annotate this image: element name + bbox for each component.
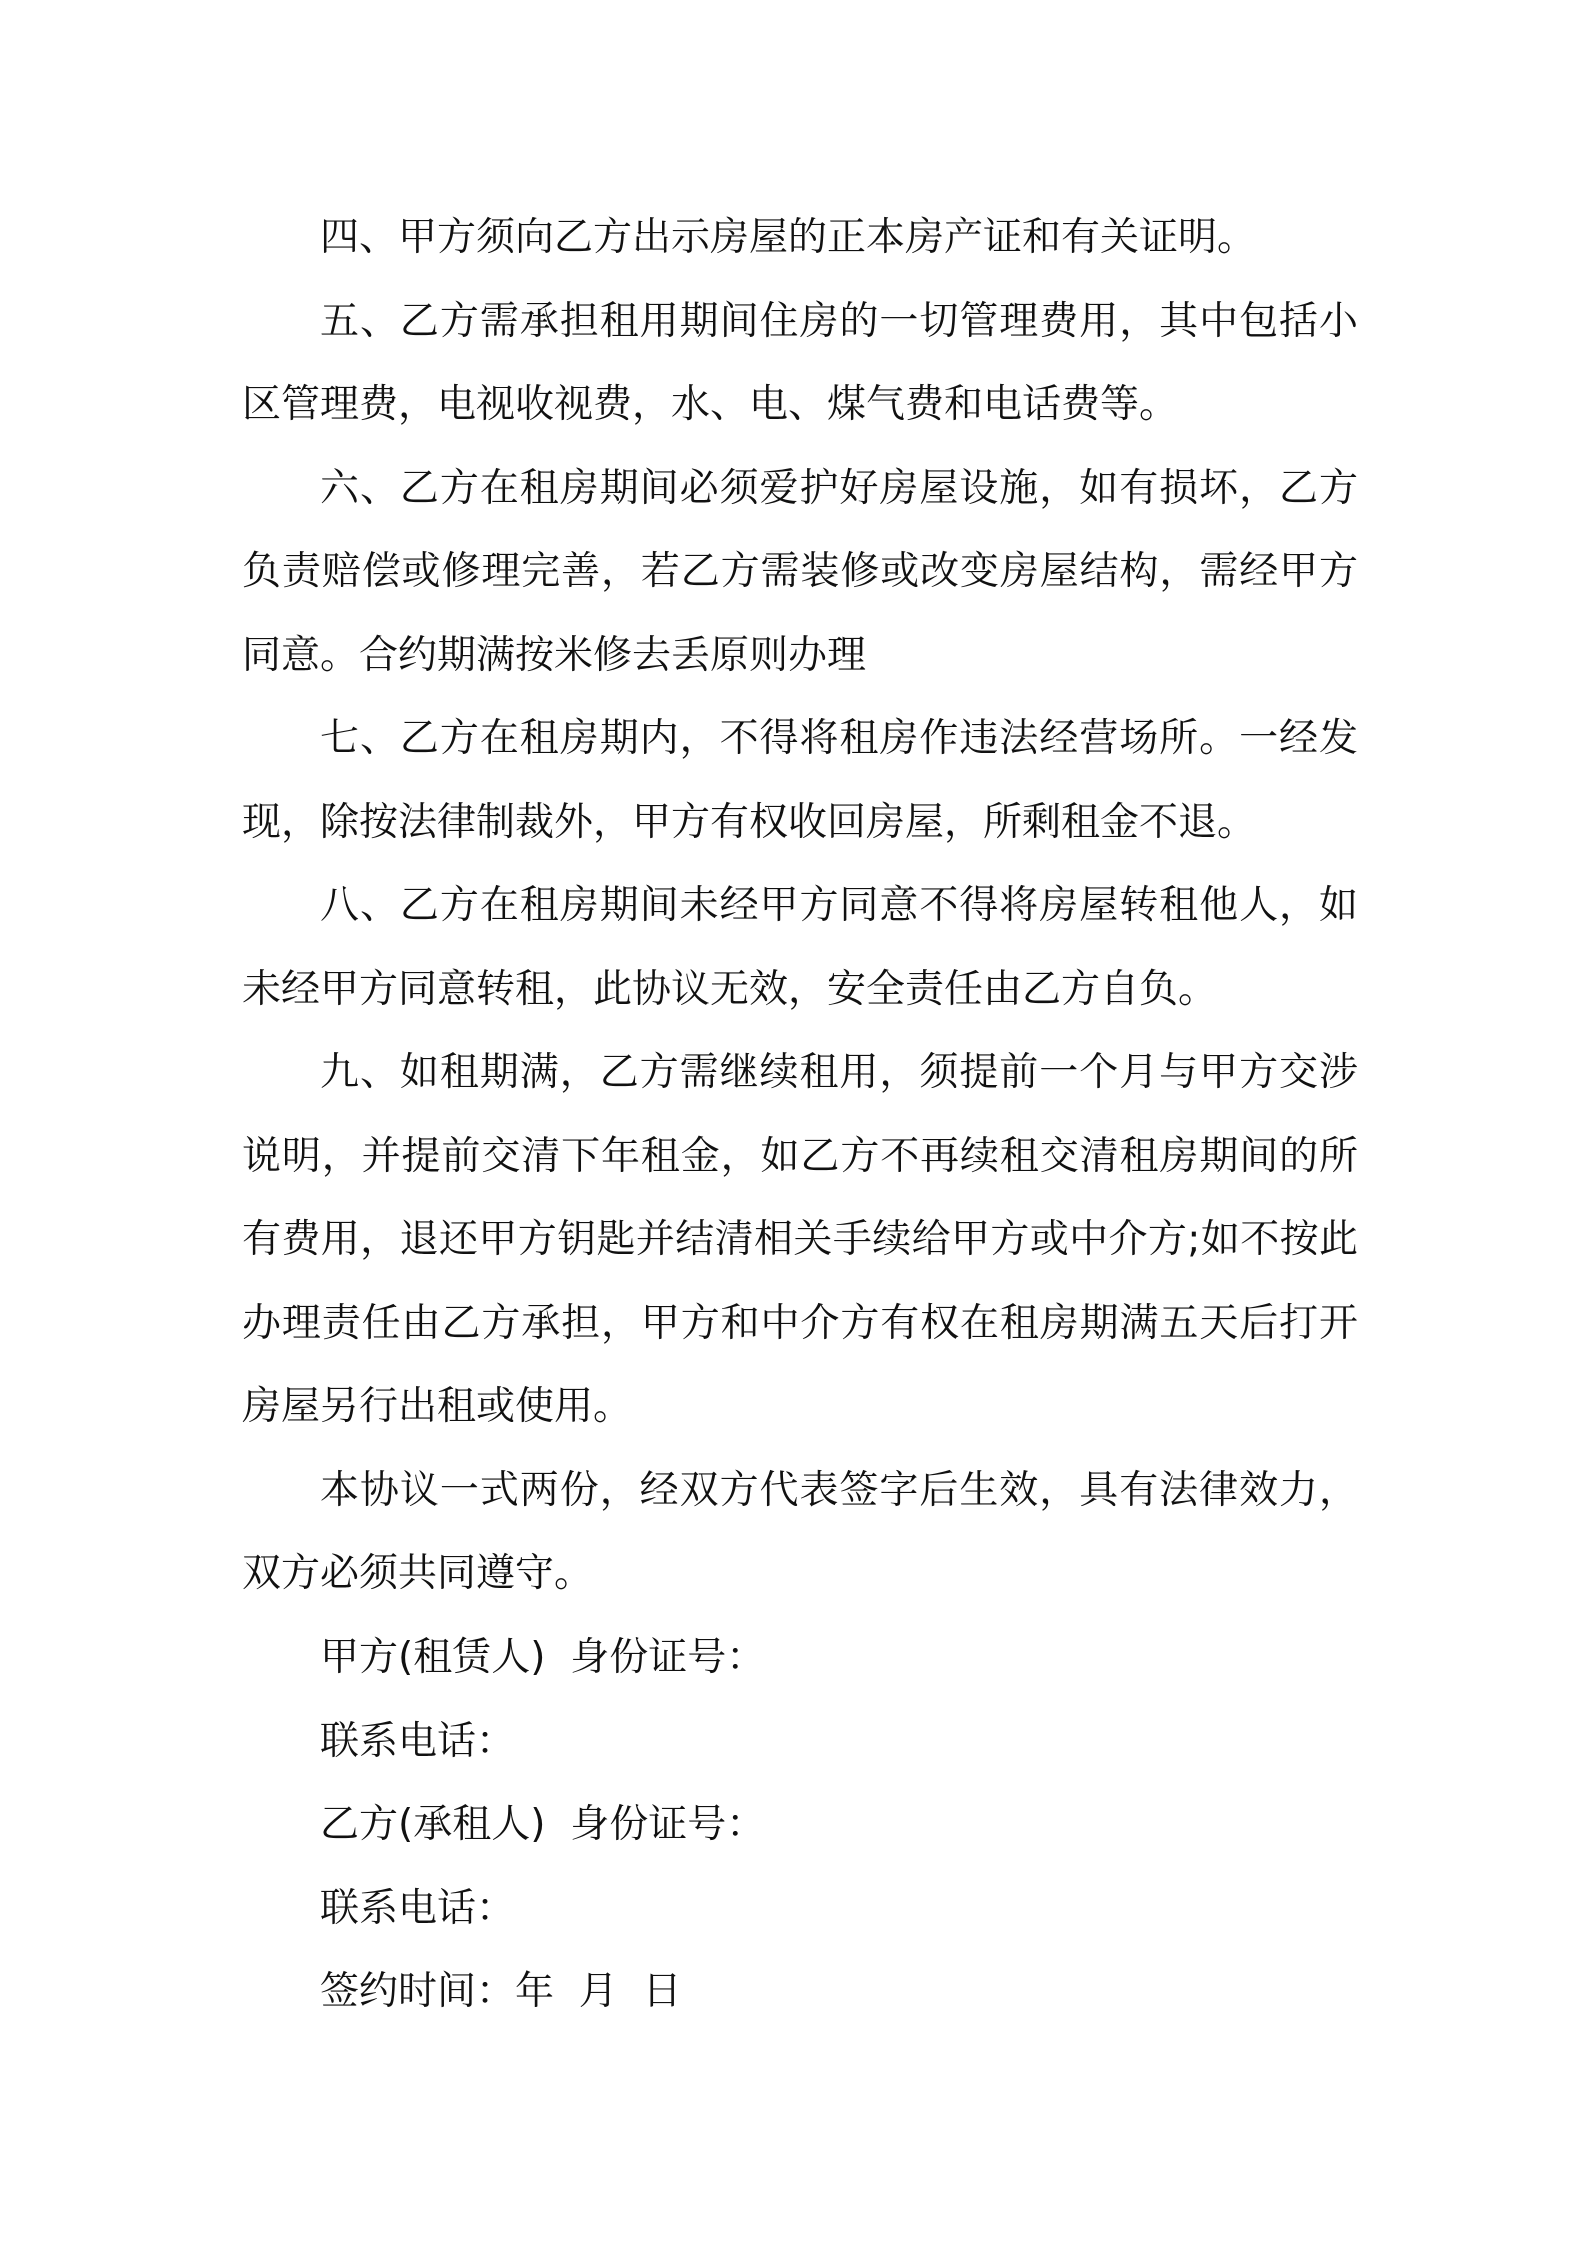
closing-clause: 本协议一式两份，经双方代表签字后生效，具有法律效力，双方必须共同遵守。 [242,1467,1358,1596]
clause-7: 七、乙方在租房期内，不得将租房作违法经营场所。一经发现，除按法律制裁外，甲方有权收回房屋，所剩租金不退。 [242,716,1358,845]
party-b-id-line: 乙方(承租人) 身份证号： [320,1802,766,1847]
clause-9: 九、如租期满，乙方需继续租用，须提前一个月与甲方交涉说明，并提前交清下年租金，如乙方不再续租交清租房期间的所有费用，退还甲方钥匙并结清相关手续给甲方或中介方;如不按此办理责任由乙方承担，甲方和中介方有权在租房期满五天后打开房屋另行出租或使用。 [242,1050,1358,1429]
party-b-phone-line: 联系电话： [320,1885,516,1931]
clause-6: 六、乙方在租房期间必须爱护好房屋设施，如有损坏，乙方负责赔偿或修理完善，若乙方需装修或改变房屋结构，需经甲方同意。合约期满按米修去丢原则办理 [242,465,1358,678]
contract-body [242,196,1358,1616]
clause-4: 四、甲方须向乙方出示房屋的正本房产证和有关证明。 [320,215,1257,260]
party-a-phone-line: 联系电话： [320,1718,516,1764]
sign-date-line: 签约时间：年 月 日 [320,1969,682,2014]
party-a-id-line: 甲方(租赁人) 身份证号： [320,1635,766,1680]
clause-8: 八、乙方在租房期间未经甲方同意不得将房屋转租他人，如未经甲方同意转租，此协议无效，安全责任由乙方自负。 [242,883,1358,1012]
signature-block [242,1616,1358,2034]
clause-5: 五、乙方需承担租用期间住房的一切管理费用，其中包括小区管理费，电视收视费，水、电、煤气费和电话费等。 [242,298,1358,427]
